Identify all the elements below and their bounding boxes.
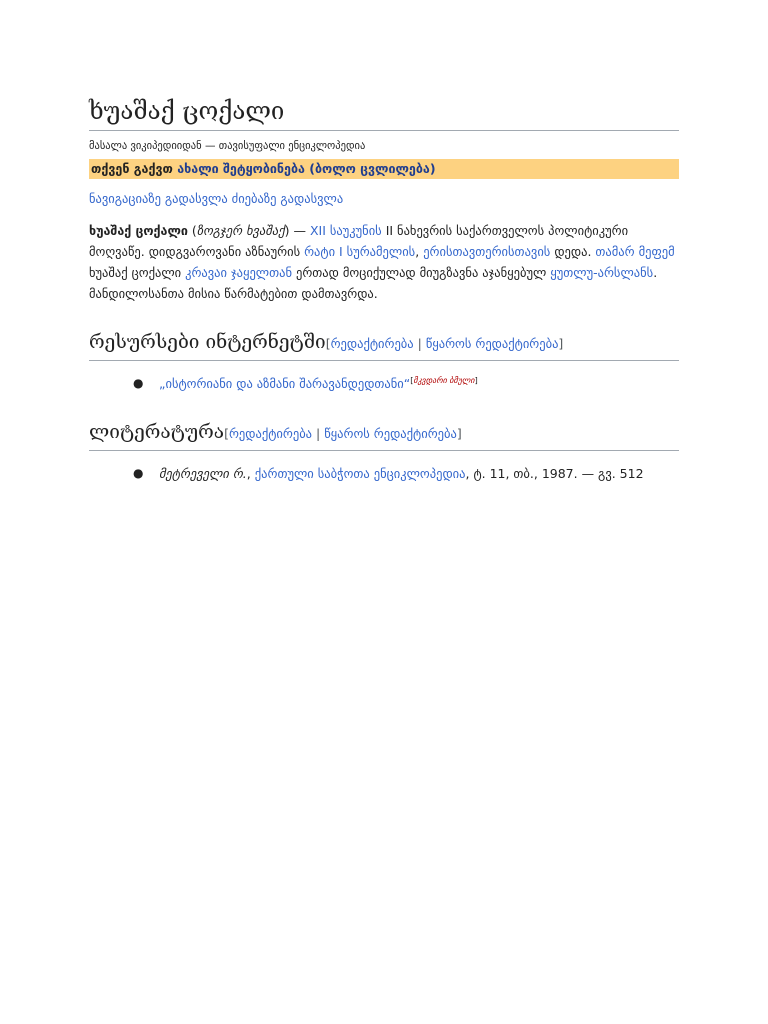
edit-source-link[interactable]: წყაროს რედაქტირება [425,336,559,351]
site-subtitle: მასალა ვიკიპედიიდან — თავისუფალი ენციკლოპედია [89,140,366,152]
resources-list [89,373,679,394]
intro-text-5: ერთად მოციქულად მიუგზავნა აჯანყებულ [296,265,547,280]
list-item [89,373,679,394]
intro-text-6: . მანდილოსანთა მისია წარმატებით დამთავრდა. [89,265,658,301]
section-heading-literature [89,418,679,451]
intro-text-2: , [415,244,420,259]
new-message-link[interactable]: ახალი შეტყობინება [177,161,305,176]
section-heading-resources [89,328,679,361]
edit-sep: | [316,426,321,441]
page-title: ხუაშაქ ცოქალი [89,94,679,131]
jump-links [89,190,679,208]
eristavt-link[interactable]: ერისთავთერისთავის [423,244,551,259]
dead-link-tag: [მკვდარი ბმული] [410,375,478,385]
section-title-literature: ლიტერატურა [89,421,225,443]
literature-author: მეტრეველი რ. [159,466,247,481]
edit-link[interactable]: რედაქტირება [228,426,313,441]
edit-link[interactable]: რედაქტირება [330,336,414,351]
literature-details: , ტ. 11, თბ., 1987. — გვ. 512 [465,466,644,481]
notice-prefix: თქვენ გაქვთ [91,161,173,176]
edit-section-links: [რედაქტირება | წყაროს რედაქტირება] [325,336,564,351]
dead-link-label[interactable]: მკვდარი ბმული [413,375,475,385]
article-content [89,94,679,484]
kravai-link[interactable]: კრავაი ჯაყელთან [185,265,293,280]
rati-link[interactable]: რატი I სურამელის [304,244,416,259]
bullet-icon: ● [133,466,144,480]
literature-comma: , [246,466,251,481]
intro-text-3: დედა. [554,244,592,259]
edit-section-links: [რედაქტირება | წყაროს რედაქტირება] [224,426,462,441]
qutlu-link[interactable]: ყუთლუ-არსლანს [550,265,654,280]
intro-text-1: II ნახევრის საქართველოს პოლიტიკური მოღვაწე. დიდგვაროვანი აზნაურის [89,223,629,259]
new-message-notice [89,159,679,179]
edit-sep: | [417,336,422,351]
section-title-resources: რესურსები ინტერნეტში [89,331,326,353]
literature-list [89,463,679,484]
jump-to-navigation-link[interactable]: ნავიგაციაზე გადასვლა [89,191,228,206]
list-item [89,463,679,484]
tamar-link[interactable]: თამარ მეფემ [595,244,675,259]
last-change-link[interactable]: (ბოლო ცვლილება) [309,161,436,176]
bullet-icon: ● [133,376,144,390]
subject-name: ხუაშაქ ცოქალი [89,223,188,238]
intro-text-4: ხუაშაქ ცოქალი [89,265,182,280]
edit-source-link[interactable]: წყაროს რედაქტირება [324,426,457,441]
literature-work-link[interactable]: ქართული საბჭოთა ენციკლოპედია [254,466,466,481]
external-link[interactable]: „ისტორიანი და აზმანი შარავანდედთანი“ [159,376,411,391]
intro-paragraph: ხუაშაქ ცოქალი (ზოგჯერ ხვაშაქ) — XII საუკუნის II ნახევრის საქართველოს პოლიტიკური მოღვაწე. დიდგვაროვანი აზნაურის რატი I სურამელის, ერისთავთერისთავის დედა. თამარ მეფემ ხუაშაქ ცოქალი კრავაი ჯაყელთან ერთად მოციქულად მიუგზავნა აჯანყებულ ყუთლუ-არსლანს. მანდილოსანთა მისია წარმატებით დამთავრდა. [89,223,675,301]
alt-name: ზოგჯერ ხვაშაქ [196,223,285,238]
century-link[interactable]: XII საუკუნის [309,223,382,238]
jump-to-search-link[interactable]: ძიებაზე გადასვლა [231,191,344,206]
